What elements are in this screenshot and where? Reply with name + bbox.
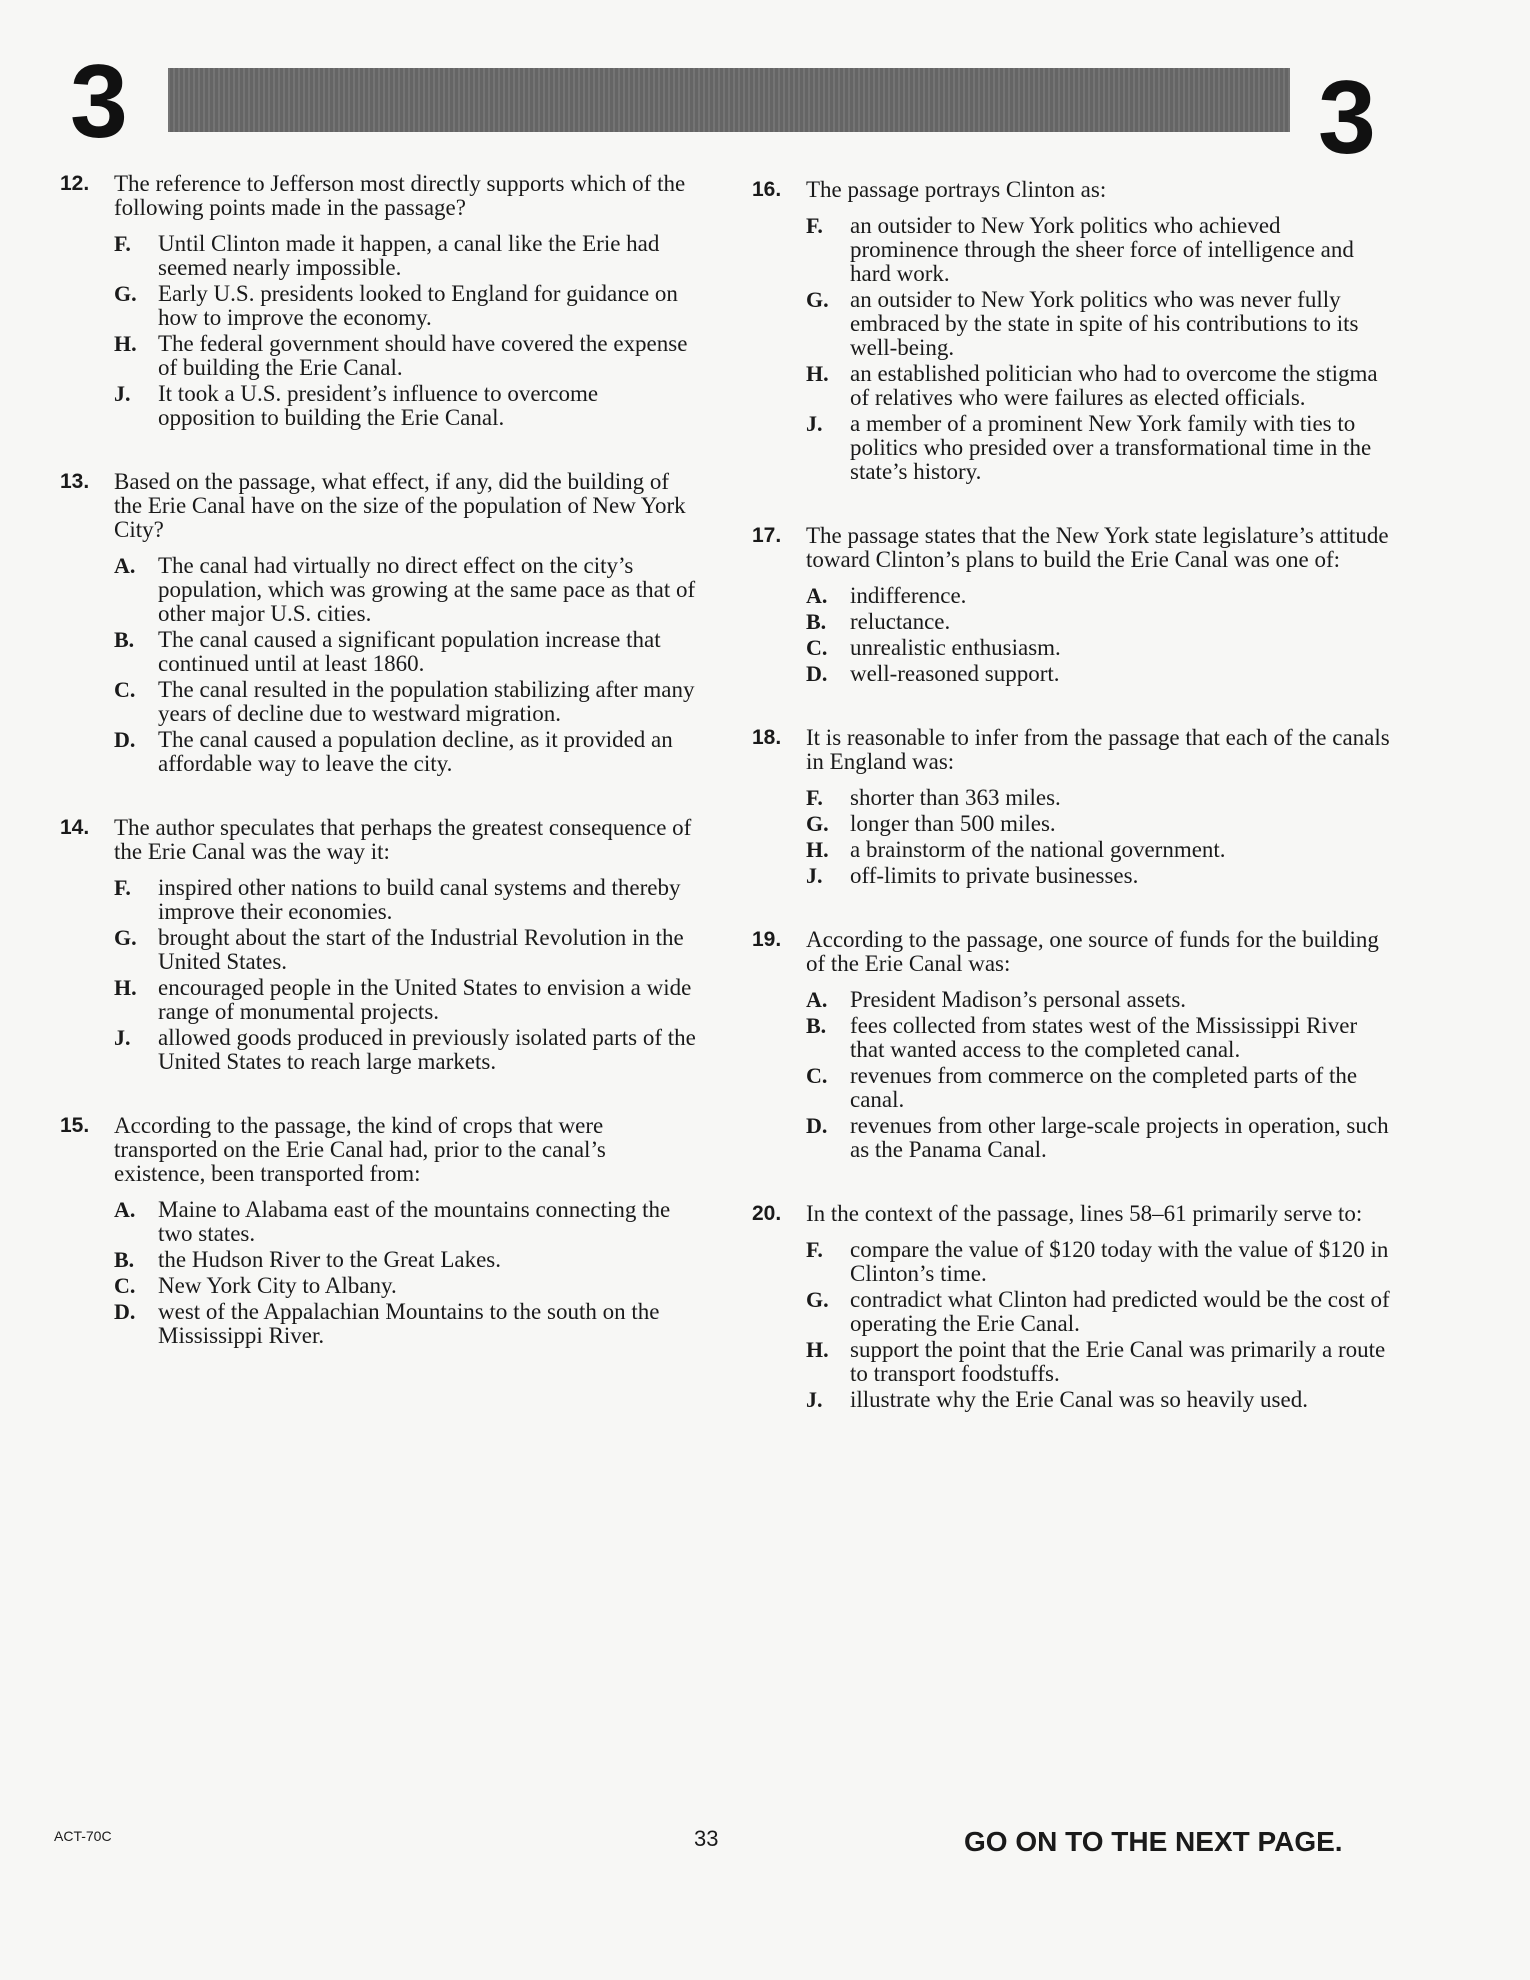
answer-option: [114, 332, 700, 380]
answer-option: [114, 382, 700, 430]
option-letter: F.: [114, 875, 131, 900]
question-number: 13.: [60, 470, 90, 493]
option-letter: B.: [806, 1013, 827, 1038]
answer-option: [806, 1338, 1392, 1386]
answer-options: [60, 232, 700, 430]
form-code: ACT-70C: [54, 1828, 112, 1844]
question-item: [60, 470, 700, 776]
option-text: an outsider to New York politics who was never fully embraced by the state in spite of his contributions to its well-being.: [850, 287, 1359, 360]
option-letter: H.: [806, 837, 829, 862]
option-text: unrealistic enthusiasm.: [850, 635, 1061, 660]
question-stem: [752, 524, 1392, 572]
option-text: west of the Appalachian Mountains to the south on the Mississippi River.: [158, 1299, 660, 1348]
option-letter: D.: [114, 1299, 136, 1324]
option-text: longer than 500 miles.: [850, 811, 1056, 836]
next-page-notice: GO ON TO THE NEXT PAGE.: [964, 1826, 1343, 1857]
question-text: It is reasonable to infer from the passage that each of the canals in England was:: [806, 725, 1390, 774]
option-text: The canal caused a population decline, as it provided an affordable way to leave the city.: [158, 727, 673, 776]
option-letter: A.: [806, 987, 828, 1012]
option-letter: J.: [114, 1025, 131, 1050]
question-number: 15.: [60, 1114, 90, 1137]
option-letter: F.: [806, 213, 823, 238]
option-text: The canal had virtually no direct effect on the city’s population, which was growing at the same pace as that of other major U.S. cities.: [158, 553, 696, 626]
answer-option: [114, 1248, 700, 1272]
answer-option: [806, 812, 1392, 836]
option-letter: H.: [806, 361, 829, 386]
option-letter: H.: [114, 331, 137, 356]
option-letter: B.: [806, 609, 827, 634]
answer-option: [806, 988, 1392, 1012]
section-number-right: 3: [1318, 60, 1376, 176]
answer-option: [806, 838, 1392, 862]
answer-option: [806, 288, 1392, 360]
question-number: 19.: [752, 928, 782, 951]
question-stem: [60, 172, 700, 220]
option-letter: J.: [806, 411, 823, 436]
option-letter: A.: [114, 1197, 136, 1222]
answer-options: [752, 584, 1392, 686]
option-text: brought about the start of the Industrial Revolution in the United States.: [158, 925, 684, 974]
answer-options: [60, 554, 700, 776]
question-stem: [60, 816, 700, 864]
option-letter: D.: [806, 661, 828, 686]
question-number: 12.: [60, 172, 90, 195]
page-number: 33: [694, 1826, 719, 1851]
question-text: The reference to Jefferson most directly supports which of the following points made in the passage?: [114, 171, 686, 220]
option-letter: C.: [114, 1273, 136, 1298]
option-text: President Madison’s personal assets.: [850, 987, 1187, 1012]
answer-option: [114, 1198, 700, 1246]
option-text: Maine to Alabama east of the mountains connecting the two states.: [158, 1197, 671, 1246]
option-letter: J.: [806, 1387, 823, 1412]
option-letter: H.: [806, 1337, 829, 1362]
option-letter: A.: [114, 553, 136, 578]
option-letter: F.: [114, 231, 131, 256]
question-text: In the context of the passage, lines 58–61 primarily serve to:: [806, 1201, 1363, 1226]
answer-option: [114, 1300, 700, 1348]
question-text: According to the passage, one source of funds for the building of the Erie Canal was:: [806, 927, 1379, 976]
option-text: shorter than 363 miles.: [850, 785, 1061, 810]
answer-option: [806, 412, 1392, 484]
option-letter: A.: [806, 583, 828, 608]
option-letter: G.: [806, 287, 829, 312]
option-text: well-reasoned support.: [850, 661, 1060, 686]
option-letter: C.: [806, 635, 828, 660]
option-text: a member of a prominent New York family with ties to politics who presided over a transformational time in the state’s history.: [850, 411, 1372, 484]
option-text: illustrate why the Erie Canal was so heavily used.: [850, 1387, 1308, 1412]
answer-option: [114, 728, 700, 776]
answer-option: [114, 282, 700, 330]
option-text: reluctance.: [850, 609, 951, 634]
question-stem: [752, 726, 1392, 774]
question-text: The author speculates that perhaps the greatest consequence of the Erie Canal was the way it:: [114, 815, 692, 864]
question-text: The passage portrays Clinton as:: [806, 177, 1107, 202]
question-stem: [60, 1114, 700, 1186]
answer-option: [114, 976, 700, 1024]
option-letter: G.: [806, 1287, 829, 1312]
answer-options: [752, 1238, 1392, 1412]
option-letter: J.: [114, 381, 131, 406]
question-number: 14.: [60, 816, 90, 839]
option-letter: D.: [806, 1113, 828, 1138]
answer-options: [60, 876, 700, 1074]
answer-options: [60, 1198, 700, 1348]
option-letter: C.: [114, 677, 136, 702]
answer-option: [806, 214, 1392, 286]
option-text: inspired other nations to build canal systems and thereby improve their economies.: [158, 875, 681, 924]
option-letter: F.: [806, 785, 823, 810]
answer-option: [114, 628, 700, 676]
question-item: [752, 178, 1392, 484]
question-item: [60, 172, 700, 430]
option-letter: J.: [806, 863, 823, 888]
question-item: [752, 726, 1392, 888]
answer-option: [114, 876, 700, 924]
question-stem: [752, 178, 1392, 202]
option-letter: F.: [806, 1237, 823, 1262]
option-text: indifference.: [850, 583, 967, 608]
option-text: New York City to Albany.: [158, 1273, 397, 1298]
question-item: [752, 524, 1392, 686]
option-text: revenues from commerce on the completed parts of the canal.: [850, 1063, 1358, 1112]
option-text: allowed goods produced in previously isolated parts of the United States to reach large markets.: [158, 1025, 696, 1074]
question-item: [752, 1202, 1392, 1412]
option-text: Until Clinton made it happen, a canal like the Erie had seemed nearly impossible.: [158, 231, 660, 280]
option-text: off-limits to private businesses.: [850, 863, 1139, 888]
answer-option: [806, 636, 1392, 660]
answer-option: [806, 1288, 1392, 1336]
option-text: support the point that the Erie Canal was primarily a route to transport foodstuffs.: [850, 1337, 1386, 1386]
answer-option: [806, 1014, 1392, 1062]
option-text: revenues from other large-scale projects in operation, such as the Panama Canal.: [850, 1113, 1389, 1162]
option-text: It took a U.S. president’s influence to overcome opposition to building the Erie Canal.: [158, 381, 599, 430]
answer-option: [806, 662, 1392, 686]
question-stem: [752, 928, 1392, 976]
answer-option: [806, 1114, 1392, 1162]
question-text: The passage states that the New York state legislature’s attitude toward Clinton’s plans to build the Erie Canal was one of:: [806, 523, 1389, 572]
option-text: fees collected from states west of the Mississippi River that wanted access to the completed canal.: [850, 1013, 1358, 1062]
answer-options: [752, 214, 1392, 484]
answer-option: [806, 1064, 1392, 1112]
question-text: Based on the passage, what effect, if any, did the building of the Erie Canal have on the size of the population of New York City?: [114, 469, 686, 542]
option-text: the Hudson River to the Great Lakes.: [158, 1247, 501, 1272]
answer-option: [806, 786, 1392, 810]
option-letter: H.: [114, 975, 137, 1000]
option-text: an established politician who had to overcome the stigma of relatives who were failures as elected officials.: [850, 361, 1378, 410]
option-text: an outsider to New York politics who achieved prominence through the sheer force of intelligence and hard work.: [850, 213, 1354, 286]
option-text: The federal government should have covered the expense of building the Erie Canal.: [158, 331, 688, 380]
option-letter: G.: [806, 811, 829, 836]
answer-option: [806, 362, 1392, 410]
option-letter: D.: [114, 727, 136, 752]
answer-option: [114, 554, 700, 626]
question-item: [60, 816, 700, 1074]
option-letter: B.: [114, 627, 135, 652]
answer-options: [752, 988, 1392, 1162]
answer-option: [114, 1026, 700, 1074]
question-stem: [752, 1202, 1392, 1226]
left-question-column: [60, 172, 700, 1388]
option-letter: G.: [114, 281, 137, 306]
answer-option: [806, 864, 1392, 888]
question-text: According to the passage, the kind of crops that were transported on the Erie Canal had, prior to the canal’s existence, been transported from:: [114, 1113, 606, 1186]
option-text: contradict what Clinton had predicted would be the cost of operating the Erie Canal.: [850, 1287, 1390, 1336]
answer-options: [752, 786, 1392, 888]
answer-option: [806, 1238, 1392, 1286]
question-number: 20.: [752, 1202, 782, 1225]
question-stem: [60, 470, 700, 542]
answer-option: [114, 232, 700, 280]
answer-option: [114, 678, 700, 726]
option-letter: B.: [114, 1247, 135, 1272]
option-letter: G.: [114, 925, 137, 950]
question-number: 18.: [752, 726, 782, 749]
answer-option: [114, 1274, 700, 1298]
section-header-bar: [168, 68, 1290, 132]
section-number-left: 3: [70, 44, 128, 160]
option-text: The canal caused a significant population increase that continued until at least 1860.: [158, 627, 661, 676]
option-text: The canal resulted in the population stabilizing after many years of decline due to westward migration.: [158, 677, 695, 726]
option-text: a brainstorm of the national government.: [850, 837, 1226, 862]
option-letter: C.: [806, 1063, 828, 1088]
question-number: 17.: [752, 524, 782, 547]
right-question-column: [752, 178, 1392, 1452]
option-text: Early U.S. presidents looked to England for guidance on how to improve the economy.: [158, 281, 678, 330]
option-text: compare the value of $120 today with the value of $120 in Clinton’s time.: [850, 1237, 1389, 1286]
answer-option: [114, 926, 700, 974]
option-text: encouraged people in the United States to envision a wide range of monumental projects.: [158, 975, 692, 1024]
question-item: [752, 928, 1392, 1162]
answer-option: [806, 584, 1392, 608]
answer-option: [806, 610, 1392, 634]
question-number: 16.: [752, 178, 782, 201]
answer-option: [806, 1388, 1392, 1412]
question-item: [60, 1114, 700, 1348]
